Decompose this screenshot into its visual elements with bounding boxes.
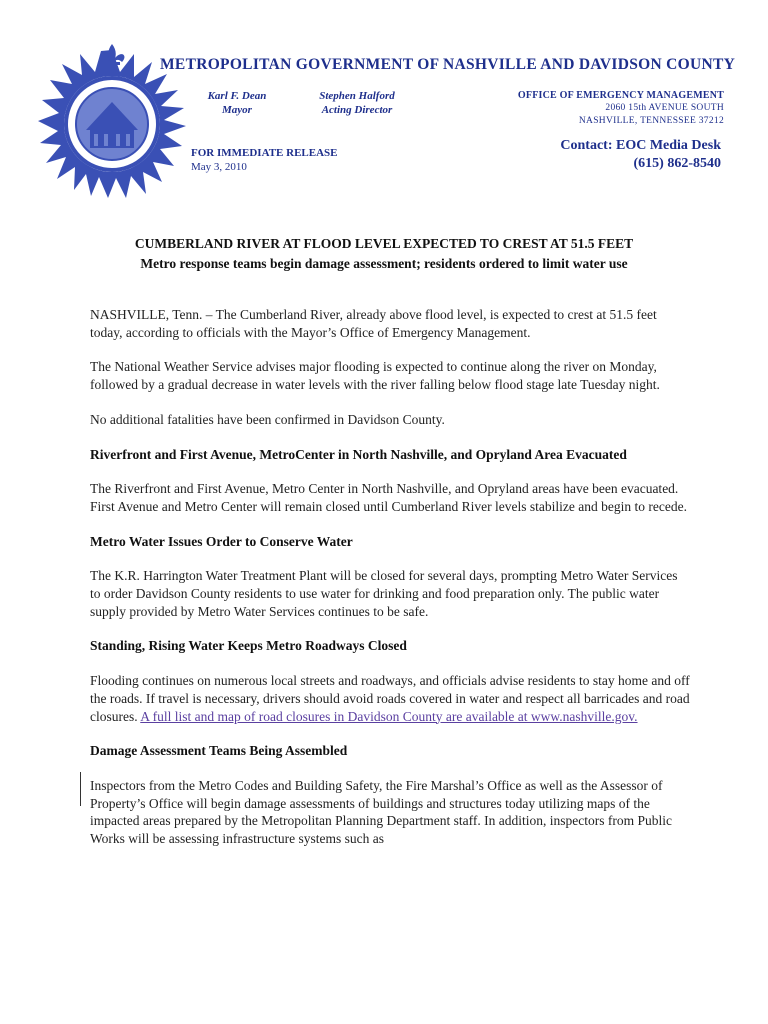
address-line-2: NASHVILLE, TENNESSEE 37212	[578, 116, 724, 126]
director-block	[309, 89, 405, 117]
section-heading: Standing, Rising Water Keeps Metro Roadways Closed	[90, 638, 407, 654]
release-label: FOR IMMEDIATE RELEASE	[191, 147, 338, 159]
paragraph: The K.R. Harrington Water Treatment Plant will be closed for several days, prompting Metro Water Services to order Davidson County residents to use water for drinking and food preparation only. The public water supply provided by Metro Water Services continues to be safe.	[90, 568, 678, 619]
director-name: Stephen Halford	[319, 90, 395, 102]
section-heading: Damage Assessment Teams Being Assembled	[90, 743, 348, 759]
article-body	[90, 306, 690, 865]
release-date: May 3, 2010	[191, 161, 247, 173]
section-heading: Riverfront and First Avenue, MetroCenter in North Nashville, and Opryland Area Evacuated	[90, 446, 627, 462]
mayor-block	[195, 89, 279, 117]
contact-phone: (615) 862-8540	[633, 156, 721, 171]
contact-block	[560, 137, 721, 173]
contact-name: Contact: EOC Media Desk	[560, 138, 721, 153]
paragraph: The National Weather Service advises major flooding is expected to continue along the river on Monday, followed by a gradual decrease in water levels with the river falling below flood stage late Tuesday night.	[90, 359, 660, 393]
headline: CUMBERLAND RIVER AT FLOOD LEVEL EXPECTED TO CREST AT 51.5 FEET	[134, 236, 634, 251]
mayor-title: Mayor	[222, 104, 252, 116]
office-address-block	[518, 89, 724, 128]
section-heading: Metro Water Issues Order to Conserve Water	[90, 533, 353, 549]
text-cursor	[80, 772, 81, 806]
paragraph: Inspectors from the Metro Codes and Building Safety, the Fire Marshal’s Office as well as the Assessor of Property’s Office will begin damage assessments of buildings and structures today utilizing maps of the impacted areas prepared by the Metropolitan Planning Department staff. In addition, inspectors from Public Works will be assessing infrastructure systems such as	[90, 777, 672, 847]
paragraph: No additional fatalities have been confirmed in Davidson County.	[90, 411, 445, 427]
paragraph: The Riverfront and First Avenue, Metro Center in North Nashville, and Opryland areas have been evacuated. First Avenue and Metro Center will remain closed until Cumberland River levels stabilize and begin to recede.	[90, 481, 687, 514]
organization-name: METROPOLITAN GOVERNMENT OF NASHVILLE AND DAVIDSON COUNTY	[160, 56, 736, 73]
road-closures-link[interactable]: A full list and map of road closures in Davidson County are available at www.nashville.gov.	[140, 708, 638, 724]
subheadline: Metro response teams begin damage assessment; residents ordered to limit water use	[140, 256, 628, 271]
paragraph: NASHVILLE, Tenn. – The Cumberland River, already above flood level, is expected to crest at 51.5 feet today, according to officials with the Mayor’s Office of Emergency Management.	[90, 307, 657, 340]
release-block	[191, 146, 337, 174]
paragraph-with-link	[90, 672, 690, 725]
address-line-1: 2060 15th AVENUE SOUTH	[605, 103, 724, 113]
mayor-name: Karl F. Dean	[207, 90, 267, 102]
office-name: OFFICE OF EMERGENCY MANAGEMENT	[517, 90, 724, 101]
director-title: Acting Director	[321, 104, 393, 116]
paragraph-text: Flooding continues on numerous local streets and roadways, and officials advise residents to stay home and off the roads. If travel is necessary, drivers should avoid roads covered in water and respect all barricades and road closures.	[90, 673, 690, 724]
